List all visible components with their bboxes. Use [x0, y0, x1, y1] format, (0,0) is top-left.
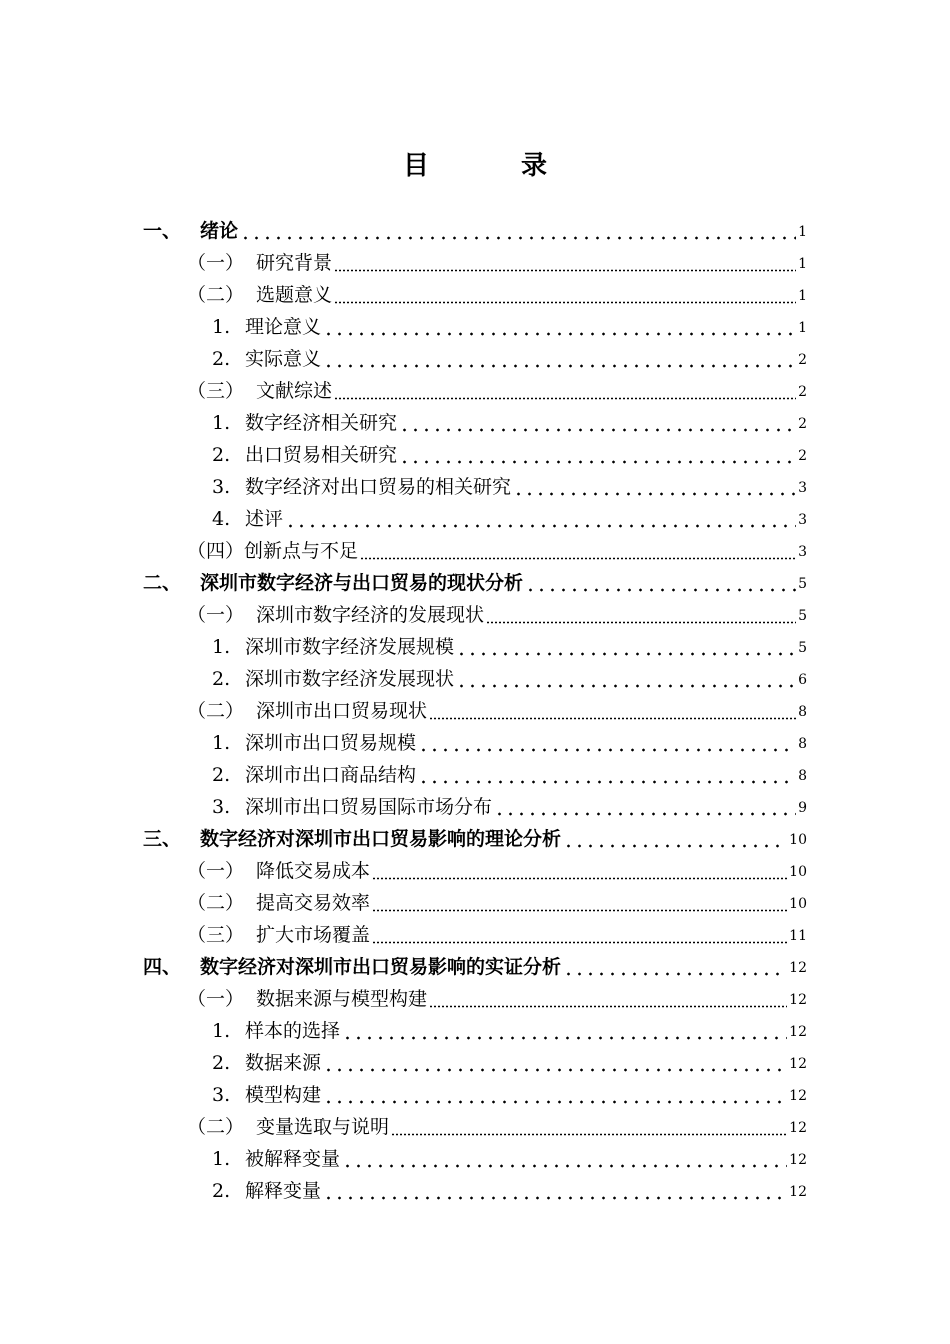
toc-entry-title: 深圳市数字经济发展规模 — [245, 636, 455, 658]
toc-dot-leader — [240, 220, 796, 240]
toc-entry-marker: （二） — [187, 892, 245, 914]
toc-entry-marker: 1. — [212, 1148, 231, 1170]
toc-dot-leader — [429, 700, 796, 720]
toc-entry-page-number: 9 — [798, 800, 807, 816]
toc-entry-level-3[interactable] — [0, 308, 950, 340]
toc-dot-leader — [563, 956, 787, 976]
toc-entry-page-number: 2 — [798, 384, 807, 400]
toc-dot-leader — [323, 1084, 787, 1104]
toc-entry-marker: 4. — [212, 508, 231, 530]
toc-entry-marker: 四、 — [143, 956, 182, 978]
toc-entry-title: 深圳市出口贸易现状 — [256, 700, 428, 722]
toc-dot-leader — [323, 348, 796, 368]
toc-entry-level-2[interactable] — [0, 276, 950, 308]
toc-entry-title: 深圳市出口贸易规模 — [245, 732, 417, 754]
toc-entry-marker: 2. — [212, 444, 231, 466]
toc-entry-page-number: 12 — [789, 1184, 807, 1200]
toc-dot-leader — [323, 1180, 787, 1200]
toc-entry-level-1[interactable] — [0, 820, 950, 852]
toc-entry-page-number: 12 — [789, 1120, 807, 1136]
toc-entry-marker: 2. — [212, 764, 231, 786]
toc-entry-page-number: 12 — [789, 1152, 807, 1168]
toc-title — [0, 148, 950, 184]
toc-entry-level-3[interactable] — [0, 1140, 950, 1172]
toc-dot-leader — [285, 508, 796, 528]
toc-dot-leader — [334, 380, 796, 400]
toc-entry-marker: 3. — [212, 476, 231, 498]
toc-entry-title: 解释变量 — [245, 1180, 322, 1202]
toc-dot-leader — [334, 284, 796, 304]
toc-entry-level-3[interactable] — [0, 724, 950, 756]
toc-entry-title: 深圳市出口贸易国际市场分布 — [245, 796, 493, 818]
toc-entry-level-3[interactable] — [0, 756, 950, 788]
toc-entry-page-number: 5 — [798, 576, 807, 592]
toc-dot-leader — [323, 1052, 787, 1072]
toc-entry-level-3[interactable] — [0, 468, 950, 500]
toc-entry-title: 选题意义 — [256, 284, 333, 306]
toc-entry-title: 绪论 — [200, 220, 239, 242]
toc-dot-leader — [494, 796, 796, 816]
toc-entry-page-number: 3 — [798, 544, 807, 560]
toc-entry-level-2[interactable] — [0, 916, 950, 948]
toc-entry-title: 数字经济相关研究 — [245, 412, 398, 434]
toc-entry-title: 被解释变量 — [245, 1148, 341, 1170]
toc-entry-level-3[interactable] — [0, 436, 950, 468]
toc-entry-level-1[interactable] — [0, 564, 950, 596]
toc-entry-level-2[interactable] — [0, 884, 950, 916]
toc-dot-leader — [399, 412, 796, 432]
toc-entry-marker: 二、 — [143, 572, 182, 594]
toc-entry-title: 模型构建 — [245, 1084, 322, 1106]
toc-entry-level-3[interactable] — [0, 1076, 950, 1108]
toc-entry-marker: 3. — [212, 796, 231, 818]
toc-entry-title: 变量选取与说明 — [256, 1116, 390, 1138]
toc-dot-leader — [342, 1020, 787, 1040]
toc-entry-title: 深圳市出口商品结构 — [245, 764, 417, 786]
toc-entry-level-2[interactable] — [0, 244, 950, 276]
toc-entry-page-number: 12 — [789, 1088, 807, 1104]
toc-entry-title: 实际意义 — [245, 348, 322, 370]
toc-dot-leader — [342, 1148, 787, 1168]
toc-entry-page-number: 2 — [798, 448, 807, 464]
toc-title-char-2: 录 — [521, 151, 548, 181]
toc-dot-leader — [418, 764, 796, 784]
toc-entry-level-2[interactable] — [0, 596, 950, 628]
toc-entry-level-2[interactable] — [0, 980, 950, 1012]
toc-entry-title: 提高交易效率 — [256, 892, 371, 914]
toc-entry-marker: （一） — [187, 252, 245, 274]
toc-entry-level-2[interactable] — [0, 372, 950, 404]
toc-entry-title: 深圳市数字经济与出口贸易的现状分析 — [200, 572, 524, 594]
toc-entry-title: 扩大市场覆盖 — [256, 924, 371, 946]
toc-entry-page-number: 12 — [789, 1056, 807, 1072]
toc-entry-title: 数字经济对深圳市出口贸易影响的理论分析 — [200, 828, 562, 850]
toc-dot-leader — [334, 252, 796, 272]
toc-entry-title: 出口贸易相关研究 — [245, 444, 398, 466]
toc-entry-marker: 1. — [212, 316, 231, 338]
toc-entry-page-number: 12 — [789, 1024, 807, 1040]
toc-entry-page-number: 1 — [798, 224, 807, 240]
toc-dot-leader — [323, 316, 796, 336]
toc-entry-level-3[interactable] — [0, 788, 950, 820]
toc-entry-level-2[interactable] — [0, 1108, 950, 1140]
toc-entry-title: 样本的选择 — [245, 1020, 341, 1042]
toc-entry-marker: （三） — [187, 924, 245, 946]
toc-dot-leader — [391, 1116, 787, 1136]
toc-dot-leader — [525, 572, 796, 592]
toc-entry-marker: 3. — [212, 1084, 231, 1106]
toc-entry-page-number: 6 — [798, 672, 807, 688]
toc-entry-level-1[interactable] — [0, 948, 950, 980]
toc-dot-leader — [372, 892, 787, 912]
toc-entry-page-number: 3 — [798, 512, 807, 528]
toc-entry-marker: （三） — [187, 380, 245, 402]
toc-entry-page-number: 8 — [798, 704, 807, 720]
toc-dot-leader — [372, 924, 787, 944]
toc-dot-leader — [418, 732, 796, 752]
toc-dot-leader — [513, 476, 796, 496]
toc-entry-level-3[interactable] — [0, 500, 950, 532]
toc-entry-level-3[interactable] — [0, 628, 950, 660]
toc-entry-page-number: 10 — [789, 832, 807, 848]
toc-entry-marker: 2. — [212, 348, 231, 370]
toc-entry-marker: 三、 — [143, 828, 182, 850]
toc-entry-level-2[interactable] — [0, 852, 950, 884]
toc-entry-page-number: 5 — [798, 608, 807, 624]
toc-entry-marker: 一、 — [143, 220, 182, 242]
toc-entry-marker: 1. — [212, 732, 231, 754]
toc-entry-level-3[interactable] — [0, 1172, 950, 1204]
toc-entry-page-number: 10 — [789, 896, 807, 912]
toc-entry-marker: 2. — [212, 668, 231, 690]
toc-dot-leader — [456, 668, 796, 688]
toc-entry-title: 创新点与不足 — [244, 540, 359, 562]
toc-entry-page-number: 1 — [798, 256, 807, 272]
toc-dot-leader — [563, 828, 787, 848]
toc-entry-level-3[interactable] — [0, 1012, 950, 1044]
toc-entry-marker: 1. — [212, 1020, 231, 1042]
toc-entry-level-2[interactable] — [0, 692, 950, 724]
toc-entry-page-number: 10 — [789, 864, 807, 880]
toc-entry-page-number: 8 — [798, 768, 807, 784]
toc-entry-title: 研究背景 — [256, 252, 333, 274]
toc-entry-title: 深圳市数字经济发展现状 — [245, 668, 455, 690]
toc-entry-marker: 2. — [212, 1180, 231, 1202]
toc-entry-page-number: 3 — [798, 480, 807, 496]
toc-dot-leader — [399, 444, 796, 464]
toc-entry-marker: 1. — [212, 636, 231, 658]
toc-entry-level-1[interactable] — [0, 212, 950, 244]
toc-dot-leader — [486, 604, 796, 624]
toc-entry-marker: （二） — [187, 1116, 245, 1138]
toc-entry-marker: 1. — [212, 412, 231, 434]
toc-dot-leader — [360, 540, 796, 560]
toc-entry-page-number: 12 — [789, 992, 807, 1008]
toc-entry-marker: 2. — [212, 1052, 231, 1074]
toc-entry-level-3[interactable] — [0, 404, 950, 436]
toc-entry-title: 述评 — [245, 508, 284, 530]
toc-entry-page-number: 2 — [798, 416, 807, 432]
toc-entry-title: 数字经济对出口贸易的相关研究 — [245, 476, 512, 498]
toc-entry-marker: （一） — [187, 860, 245, 882]
toc-entry-level-3[interactable] — [0, 1044, 950, 1076]
toc-entry-level-3[interactable] — [0, 660, 950, 692]
toc-title-char-1: 目 — [402, 151, 429, 181]
toc-entry-page-number: 5 — [798, 640, 807, 656]
toc-entry-page-number: 2 — [798, 352, 807, 368]
toc-entry-level-2[interactable] — [0, 532, 950, 564]
toc-entry-page-number: 1 — [798, 320, 807, 336]
toc-entry-title: 数据来源与模型构建 — [256, 988, 428, 1010]
toc-entry-page-number: 11 — [789, 928, 807, 944]
toc-entry-marker: （四） — [187, 540, 245, 562]
toc-entry-page-number: 1 — [798, 288, 807, 304]
toc-entry-marker: （二） — [187, 700, 245, 722]
toc-entry-page-number: 8 — [798, 736, 807, 752]
toc-list — [0, 212, 950, 1204]
toc-entry-page-number: 12 — [789, 960, 807, 976]
toc-entry-title: 文献综述 — [256, 380, 333, 402]
toc-entry-title: 数据来源 — [245, 1052, 322, 1074]
toc-entry-marker: （一） — [187, 604, 245, 626]
toc-entry-title: 深圳市数字经济的发展现状 — [256, 604, 485, 626]
toc-entry-title: 数字经济对深圳市出口贸易影响的实证分析 — [200, 956, 562, 978]
toc-entry-title: 降低交易成本 — [256, 860, 371, 882]
toc-dot-leader — [429, 988, 787, 1008]
toc-entry-marker: （一） — [187, 988, 245, 1010]
toc-entry-level-3[interactable] — [0, 340, 950, 372]
toc-entry-title: 理论意义 — [245, 316, 322, 338]
toc-dot-leader — [456, 636, 796, 656]
toc-dot-leader — [372, 860, 787, 880]
toc-entry-marker: （二） — [187, 284, 245, 306]
